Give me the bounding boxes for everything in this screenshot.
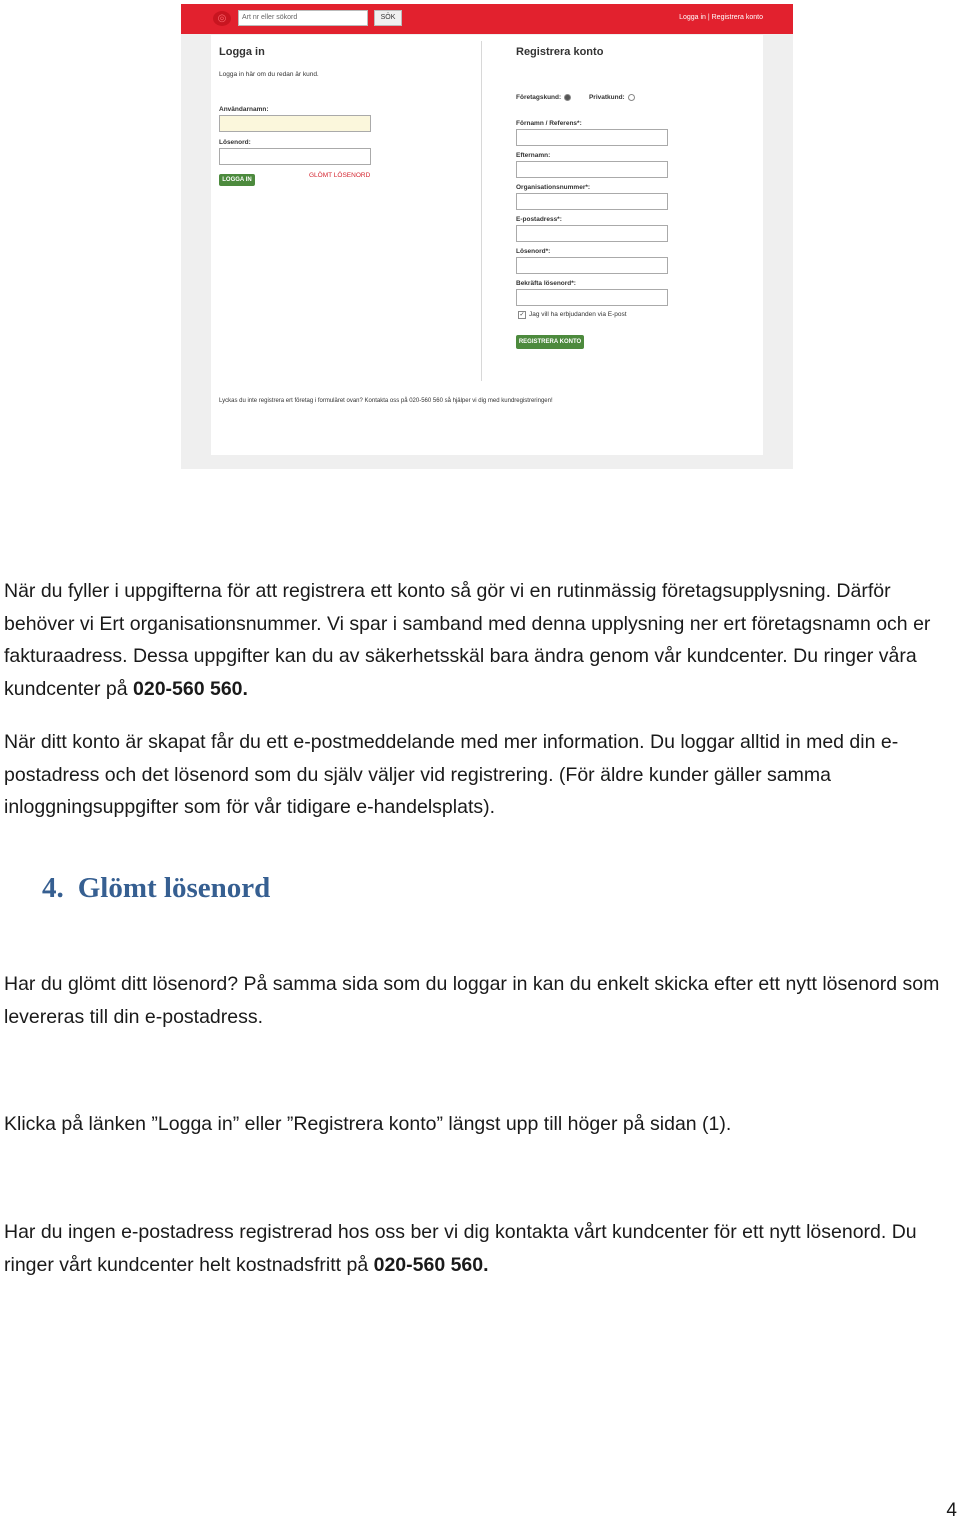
newsletter-checkbox[interactable]: ✓ (519, 312, 525, 318)
org-number-label: Organisationsnummer*: (516, 184, 591, 191)
first-name-label: Förnamn / Referens*: (516, 120, 582, 127)
password-label: Lösenord: (219, 139, 251, 146)
search-button[interactable]: SÖK (374, 10, 402, 26)
first-name-field[interactable] (516, 129, 668, 146)
phone-number: 020-560 560. (373, 1253, 489, 1276)
registration-help-text: Lyckas du inte registrera ert företag i formuläret ovan? Kontakta oss på 020-560 560 så hjälper vi dig med kundregistreringen! (219, 398, 553, 404)
login-subtitle: Logga in här om du redan är kund. (219, 71, 319, 78)
paragraph-no-email (4, 1216, 960, 1281)
site-header-bar (181, 4, 793, 34)
username-label: Användarnamn: (219, 106, 269, 113)
newsletter-label: Jag vill ha erbjudanden via E-post (529, 311, 627, 318)
private-customer-label: Privatkund: (588, 94, 625, 102)
account-panel (211, 35, 763, 455)
email-label: E-postadress*: (516, 216, 562, 223)
login-title: Logga in (219, 46, 265, 58)
section-heading (42, 872, 270, 905)
last-name-label: Efternamn: (516, 152, 551, 159)
paragraph-account-created: När ditt konto är skapat får du ett e-postmeddelande med mer information. Du loggar alltid in med din e-postadress och det lösenord som du själv väljer vid registrering. (För äldre kunder gäller samma inloggningsuppgifter som för vår tidigare e-handelsplats). (4, 731, 899, 818)
header-account-links[interactable]: Logga in | Registrera konto (679, 14, 763, 21)
section-title: Glömt lösenord (77, 872, 271, 904)
company-customer-label: Företagskund: (516, 94, 562, 102)
paragraph-company-check-text: När du fyller i uppgifterna för att registrera ett konto så gör vi en rutinmässig företagsupplysning. Därför behöver vi Ert organisationsnummer. Vi spar i samband med denna upplysning ner ert företagsnamn och er fakturaadress. Dessa uppgifter kan du av säkerhetsskäl bara ändra genom vår kundcenter. Du ringer våra kundcenter på (4, 580, 931, 700)
forgot-password-link[interactable]: GLÖMT LÖSENORD (309, 172, 371, 179)
site-logo-icon: ◎ (213, 11, 231, 26)
page-number: 4 (946, 1500, 957, 1521)
login-button[interactable]: LOGGA IN (219, 174, 255, 186)
email-field[interactable] (516, 225, 668, 242)
company-customer-radio[interactable] (564, 94, 571, 101)
search-input[interactable]: Art nr eller sökord (238, 10, 368, 26)
paragraph-company-check (4, 575, 960, 705)
section-number: 4. (42, 872, 64, 904)
username-field[interactable] (219, 115, 371, 132)
last-name-field[interactable] (516, 161, 668, 178)
confirm-password-label: Bekräfta lösenord*: (516, 280, 576, 287)
customer-type-choice (516, 94, 635, 101)
reg-password-field[interactable] (516, 257, 668, 274)
private-customer-radio[interactable] (628, 94, 635, 101)
paragraph-forgot-password: Har du glömt ditt lösenord? På samma sida som du loggar in kan du enkelt skicka efter ett nytt lösenord som levereras till din e-postadress. (4, 973, 940, 1028)
reg-password-label: Lösenord*: (516, 248, 551, 255)
confirm-password-field[interactable] (516, 289, 668, 306)
column-divider (481, 41, 482, 381)
register-title: Registrera konto (516, 46, 604, 58)
website-screenshot (181, 4, 793, 469)
register-button[interactable]: REGISTRERA KONTO (516, 335, 584, 349)
password-field[interactable] (219, 148, 371, 165)
paragraph-no-email-text: Har du ingen e-postadress registrerad hos oss ber vi dig kontakta vårt kundcenter för ett nytt lösenord. Du ringer vårt kundcenter helt kostnadsfritt på (4, 1221, 917, 1276)
org-number-field[interactable] (516, 193, 668, 210)
paragraph-click-link: Klicka på länken ”Logga in” eller ”Registrera konto” längst upp till höger på sidan (1). (4, 1113, 732, 1135)
phone-number: 020-560 560. (133, 677, 248, 700)
